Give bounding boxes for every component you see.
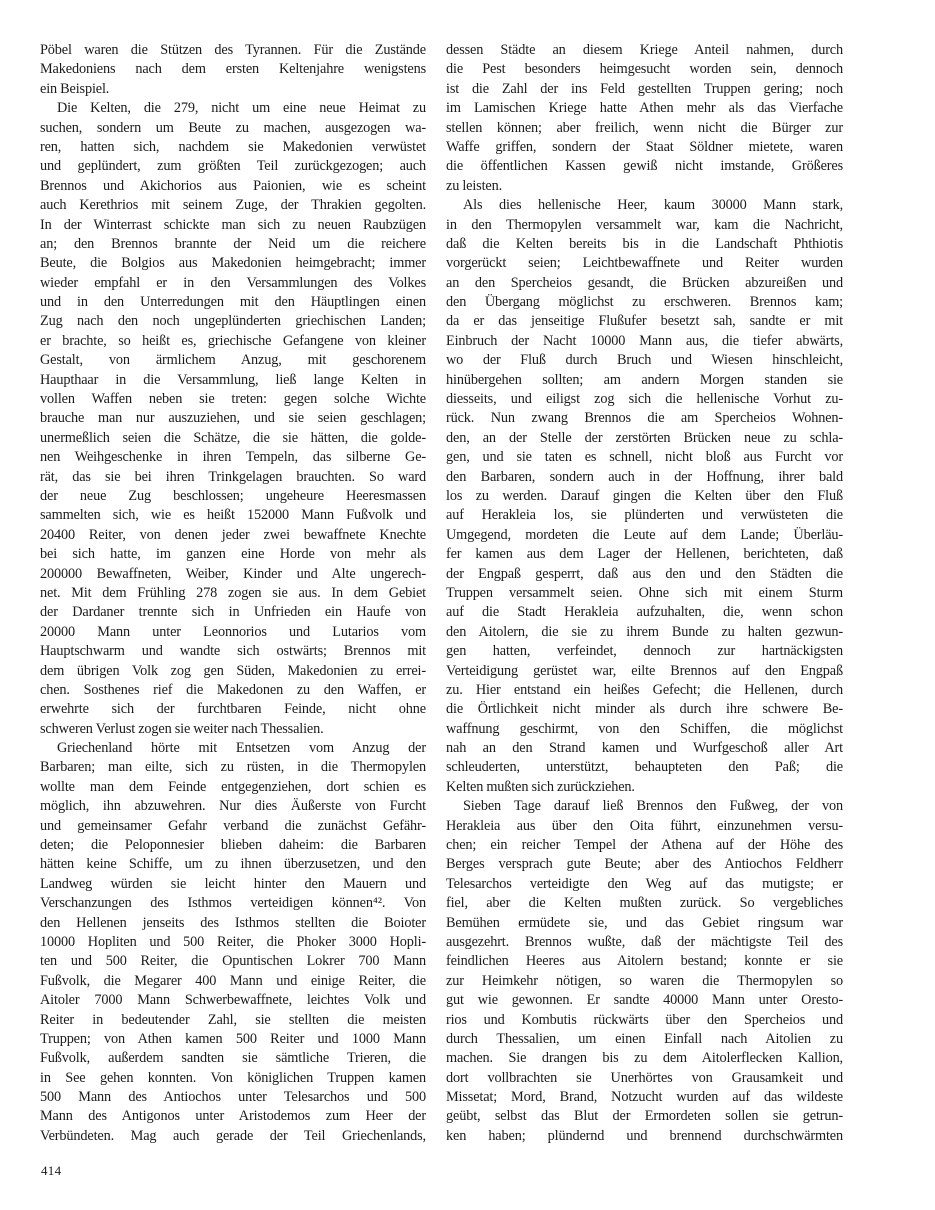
text-line: Barbaren; man eilte, sich zu rüsten, in die Thermopylen — [40, 759, 426, 776]
text-line: los zu werden. Darauf gingen die Kelten über den Fluß — [446, 487, 843, 504]
text-line: schleuderten, unterstützt, behaupteten den Paß; die — [446, 759, 843, 776]
text-line: rück. Nun zwang Brennos die am Spercheios Wohnen- — [446, 410, 843, 427]
text-line: ausgezehrt. Brennos wußte, daß der mächtigste Teil des — [446, 933, 843, 950]
text-line: durch Thessalien, um einen Einfall nach Aitolien zu — [446, 1030, 843, 1047]
text-line: er brachte, so heißt es, griechische Gefangene von kleiner — [40, 332, 426, 349]
paragraph — [446, 196, 843, 797]
text-line: und in den Unterredungen mit den Häuptlingen einen — [40, 294, 426, 311]
text-line: auf die Stadt Herakleia aufzuhalten, die, wenn schon — [446, 604, 843, 621]
text-line: die öffentlichen Kassen gewiß nicht imstande, Größeres — [446, 158, 843, 175]
text-line: In der Winterrast schickte man sich zu neuen Raubzügen — [40, 216, 426, 233]
text-line: gut wie gewonnen. Er sandte 40000 Mann unter Oresto- — [446, 992, 843, 1009]
text-line: gen, und sie taten es schnell, nicht bloß aus Furcht vor — [446, 449, 843, 466]
text-line: brauche man nur auszuziehen, und sie seien geschlagen; — [40, 410, 426, 427]
text-line: ren, hatten sich, nachdem sie Makedonien verwüstet — [40, 138, 426, 155]
text-line: fer kamen aus dem Lager der Hellenen, berichteten, daß — [446, 546, 843, 563]
text-line: Einbruch der Nacht 10000 Mann aus, die tiefer abwärts, — [446, 332, 843, 349]
text-line: der Dardaner trennte sich in Unfrieden ein Haufe von — [40, 604, 426, 621]
text-line: Gestalt, von ärmlichem Anzug, mit geschorenem — [40, 352, 426, 369]
text-line: Pöbel waren die Stützen des Tyrannen. Für die Zustände — [40, 42, 426, 58]
text-line: in See gehen konnten. Von königlichen Truppen kamen — [40, 1069, 426, 1086]
text-line: hätten keine Schiffe, um zu ihnen überzusetzen, und den — [40, 856, 426, 873]
text-line: rät, das sie bei ihren Trinkgelagen brauchten. So ward — [40, 468, 426, 485]
text-line: vorgerückt seien; Leichtbewaffnete und Reiter wurden — [446, 255, 843, 272]
text-line: Sieben Tage darauf ließ Brennos den Fußweg, der von — [463, 798, 843, 815]
text-line: dort vollbrachten sie Unerhörtes von Grausamkeit und — [446, 1069, 843, 1086]
text-line: den Aitolern, die sie zu ihrem Bunde zu halten gezwun- — [446, 623, 843, 640]
text-line: zu leisten. — [446, 177, 503, 194]
text-line: in den Thermopylen versammelt war, kam die Nachricht, — [446, 216, 843, 233]
text-line: Zug nach den noch ungeplünderten griechischen Landen; — [40, 313, 426, 330]
text-line: im Lamischen Kriege hatte Athen mehr als das Vierfache — [446, 100, 843, 117]
text-line: den Hellenen jenseits des Isthmos stellten die Boioter — [40, 914, 426, 931]
paragraph — [446, 41, 843, 196]
text-line: hinübergehen sollten; am andern Morgen standen sie — [446, 371, 843, 388]
text-line: bei sich hatte, im ganzen eine Horde von mehr als — [40, 546, 426, 563]
text-line: stellen können; aber freilich, wenn nicht die Bürger zur — [446, 119, 843, 136]
text-line: unermeßlich seien die Schätze, die sie hätten, die golde- — [40, 429, 426, 446]
text-line: erwehrte sich der furchtbaren Feinde, nicht ohne — [40, 701, 426, 718]
text-line: Fußvolk, die Megarer 400 Mann und einige Reiter, die — [40, 972, 426, 989]
text-line: chen; ein reicher Tempel der Athena auf der Höhe des — [446, 837, 843, 854]
text-line: Beute, die Bolgios aus Makedonien heimgebracht; immer — [40, 255, 426, 272]
text-line: Als dies hellenische Heer, kaum 30000 Mann stark, — [463, 197, 843, 214]
text-line: waffnung geschirmt, von den Schiffen, die möglichst — [446, 720, 843, 737]
text-line: ein Beispiel. — [40, 80, 110, 97]
paragraph — [40, 41, 426, 99]
text-line: wo der Fluß durch Bruch und Wiesen hinschleicht, — [446, 352, 843, 369]
paragraph — [40, 739, 426, 1146]
text-line: Umgegend, mordeten die Leute auf dem Lande; Überläu- — [446, 526, 843, 543]
text-line: Mann des Antigonos unter Aristodemos zum Heer der — [40, 1108, 426, 1125]
column-right — [446, 41, 843, 1146]
text-line: auch Kerethrios mit seinem Zuge, der Thrakien gegolten. — [40, 197, 426, 214]
page-number: 414 — [41, 1163, 62, 1178]
text-line: Griechenland hörte mit Entsetzen vom Anzug der — [57, 740, 426, 757]
text-line: Truppen versammelt seien. Ohne sich mit einem Sturm — [446, 584, 843, 601]
text-line: geübt, selbst das Blut der Ermordeten sollen sie getrun- — [446, 1108, 843, 1125]
text-line: Fußvolk, außerdem sandten sie sämtliche Trieren, die — [40, 1050, 426, 1067]
text-line: Waffe griffen, sondern der Staat Söldner mietete, waren — [446, 138, 843, 155]
text-line: den, an der Stelle der zerstörten Brücken neue zu schla- — [446, 429, 843, 446]
text-line: sammelten sich, wie es heißt 152000 Mann Fußvolk und — [40, 507, 426, 524]
text-line: machen. Sie drangen bis zu dem Aitolerflecken Kallion, — [446, 1050, 843, 1067]
text-line: rios und Kombutis rückwärts über den Spercheios und — [446, 1011, 843, 1028]
text-line: an den Spercheios gesandt, die Brücken abzureißen und — [446, 274, 843, 291]
text-line: suchen, sondern um Beute zu machen, ausgezogen wa- — [40, 119, 426, 136]
text-line: Haupthaar in die Versammlung, ließ lange Kelten in — [40, 371, 426, 388]
text-line: an; den Brennos brannte der Neid um die reichere — [40, 235, 426, 252]
text-line: schweren Verlust zogen sie weiter nach Thessalien. — [40, 720, 324, 737]
text-line: diesseits, und eiligst zog sich die hellenische Vorhut zu- — [446, 391, 843, 408]
text-line: ten und 500 Reiter, die Opuntischen Lokrer 700 Mann — [40, 953, 426, 970]
text-line: Bemühen ermüdete sie, und das Gebiet ringsum war — [446, 914, 843, 931]
text-line: Missetat; Mord, Brand, Notzucht wurden auf das wildeste — [446, 1089, 843, 1106]
text-line: Verteidigung gerüstet war, eilte Brennos auf den Engpaß — [446, 662, 843, 679]
text-line: auf Herakleia los, sie plünderten und verwüsteten die — [446, 507, 843, 524]
text-line: Kelten mußten sich zurückziehen. — [446, 778, 635, 795]
text-line: der Engpaß gesperrt, daß aus den und den Städten die — [446, 565, 843, 582]
text-line: wollte man dem Feinde entgegenziehen, dort schien es — [40, 778, 426, 795]
text-line: Aitoler 7000 Mann Schwerbewaffnete, leichtes Volk und — [40, 992, 426, 1009]
text-line: deten; die Peloponnesier blieben daheim: die Barbaren — [40, 837, 426, 854]
text-line: ist die Zahl der ins Feld gestellten Truppen gering; noch — [446, 80, 843, 97]
text-line: Verschanzungen des Isthmos verteidigen können⁴². Von — [40, 895, 426, 912]
text-line: die Örtlichkeit nicht minder als durch ihre schwere Be- — [446, 701, 843, 718]
text-line: 10000 Hopliten und 500 Reiter, die Phoker 3000 Hopli- — [40, 933, 426, 950]
text-line: 500 Mann des Antiochos unter Telesarchos und 500 — [40, 1089, 426, 1106]
text-line: nen Weihgeschenke in ihren Tempeln, das silberne Ge- — [40, 449, 426, 466]
text-line: und geplündert, zum größten Teil zurückgezogen; auch — [40, 158, 426, 175]
text-line: feindlichen Heeres aus Aitolern bestand; konnte er sie — [446, 953, 843, 970]
text-line: chen. Sosthenes rief die Makedonen zu den Waffen, er — [40, 681, 426, 698]
text-line: Berges versprach gute Beute; aber des Antiochos Feldherr — [446, 856, 843, 873]
text-line: Hauptschwarm und wandte sich ostwärts; Brennos mit — [40, 643, 426, 660]
text-line: daß die Kelten bereits bis in die Landschaft Phthiotis — [446, 235, 843, 252]
text-line: Landweg würden sie leicht hinter den Mauern und — [40, 875, 426, 892]
text-line: 20400 Reiter, von denen jeder zwei bewaffnete Knechte — [40, 526, 426, 543]
text-line: 20000 Mann unter Leonnorios und Lutarios vom — [40, 623, 426, 640]
paragraph — [40, 99, 426, 739]
paragraph — [446, 797, 843, 1146]
text-line: Makedoniens nach dem ersten Keltenjahre wenigstens — [40, 61, 426, 78]
text-line: zu. Hier entstand ein heißes Gefecht; die Hellenen, durch — [446, 681, 843, 698]
text-line: den Barbaren, sondern auch in der Hoffnung, ihrer bald — [446, 468, 843, 485]
text-line: nah an den Strand kamen und Wurfgeschoß aller Art — [446, 740, 843, 757]
text-line: wieder empfahl er in den Versammlungen des Volkes — [40, 274, 426, 291]
text-line: ken haben; plündernd und brennend durchschwärmten — [446, 1127, 843, 1144]
text-line: Verbündeten. Mag auch gerade der Teil Griechenlands, — [40, 1127, 426, 1144]
text-line: Herakleia aus über den Oita führt, einzunehmen versu- — [446, 817, 843, 834]
text-line: 200000 Bewaffneten, Weiber, Kinder und Alte ungerech- — [40, 565, 426, 582]
text-line: Reiter in bedeutender Zahl, sie stellten die meisten — [40, 1011, 426, 1028]
text-line: dem übrigen Volk zog gen Süden, Makedonien zu errei- — [40, 662, 426, 679]
text-line: Brennos und Akichorios aus Paionien, wie es scheint — [40, 177, 426, 194]
text-line: und gemeinsamer Gefahr verband die zunächst Gefähr- — [40, 817, 426, 834]
text-line: Telesarchos verteidigte den Weg auf das mutigste; er — [446, 875, 843, 892]
text-line: net. Mit dem Frühling 278 zogen sie aus. In dem Gebiet — [40, 584, 426, 601]
text-line: der neue Zug beschlossen; ungeheure Heeresmassen — [40, 487, 426, 504]
text-line: zur Heimkehr nötigen, so waren die Thermopylen so — [446, 972, 843, 989]
text-line: Truppen; von Athen kamen 500 Reiter und 1000 Mann — [40, 1030, 426, 1047]
text-line: Die Kelten, die 279, nicht um eine neue Heimat zu — [57, 100, 426, 117]
text-line: da er das jenseitige Flußufer besetzt sah, sandte er mit — [446, 313, 843, 330]
text-line: die Pest besonders heimgesucht worden sein, dennoch — [446, 61, 843, 78]
text-line: fiel, aber die Kelten mußten zurück. So vergebliches — [446, 895, 843, 912]
column-left — [40, 41, 426, 1146]
text-line: vollen Waffen neben sie treten: gegen solche Wichte — [40, 391, 426, 408]
text-line: dessen Städte an diesem Kriege Anteil nahmen, durch — [446, 42, 843, 58]
text-line: möglich, ihn abzuwehren. Nur dies Äußerste von Furcht — [40, 798, 426, 815]
text-line: den Übergang möglichst zu erschweren. Brennos kam; — [446, 294, 843, 311]
text-line: gen hatten, verfeindet, dennoch zur hartnäckigsten — [446, 643, 843, 660]
